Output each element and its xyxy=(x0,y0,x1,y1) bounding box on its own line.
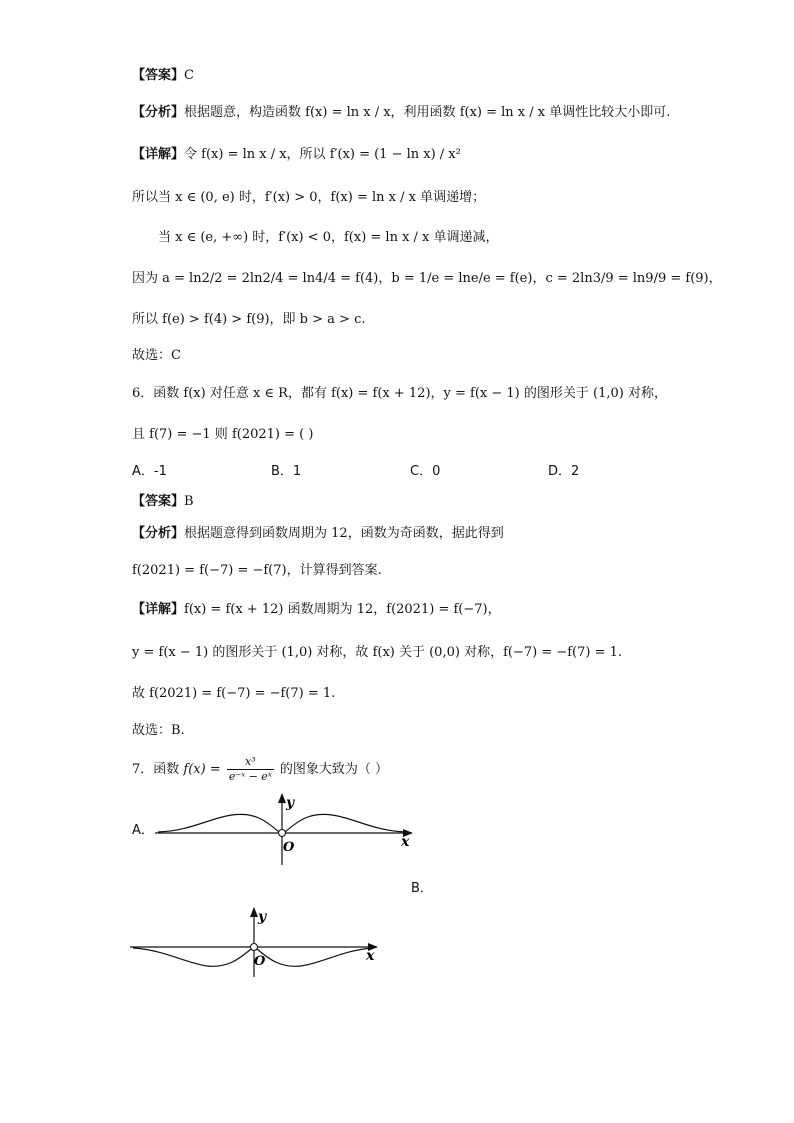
q5-analysis xyxy=(132,103,670,123)
q6-analysis-line1 xyxy=(132,524,504,544)
answer-value: B xyxy=(184,494,194,509)
q5-detail-line4: 因为 a = ln2/2 = 2ln2/4 = ln4/4 = f(4)，b = 1/e = lne/e = f(e)，c = 2ln3/9 = ln9/9 = f(9)， xyxy=(132,271,722,286)
q5-detail-line5: 所以 f(e) > f(4) > f(9)，即 b > a > c. xyxy=(132,312,366,327)
q6-option-c: C．0 xyxy=(410,464,441,479)
q6-detail-line1 xyxy=(132,600,501,620)
axis-label-y: y xyxy=(286,795,295,811)
origin-hole xyxy=(279,830,286,837)
q6-option-b: B．1 xyxy=(271,464,302,479)
origin-hole xyxy=(251,944,258,951)
detail-text: 令 f(x) = ln x / x，所以 f′(x) = (1 − ln x) / x² xyxy=(184,147,461,162)
q6-detail-line3: 故 f(2021) = f(−7) = −f(7) = 1. xyxy=(132,686,336,701)
q7-option-b-label: B． xyxy=(411,881,433,896)
q7-fraction xyxy=(227,755,274,784)
q7-numerator: x³ xyxy=(227,755,274,770)
q6-option-d: D．2 xyxy=(548,464,580,479)
curve-left xyxy=(158,814,279,832)
curve-right xyxy=(285,814,406,832)
q5-detail-line1 xyxy=(132,145,461,165)
q6-detail-line2: y = f(x − 1) 的图形关于 (1,0) 对称，故 f(x) 关于 (0,0) 对称，f(−7) = −f(7) = 1. xyxy=(132,645,623,660)
detail-tag: 【详解】 xyxy=(132,602,185,617)
q6-answer xyxy=(132,492,194,512)
curve-right xyxy=(257,948,373,966)
q6-stem-line2: 且 f(7) = −1 则 f(2021) = ( ) xyxy=(132,427,314,442)
q6-analysis-line2: f(2021) = f(−7) = −f(7)，计算得到答案. xyxy=(132,563,382,578)
q7-option-a-label: A． xyxy=(132,823,154,838)
answer-tag: 【答案】 xyxy=(132,68,185,83)
analysis-tag: 【分析】 xyxy=(132,105,185,120)
analysis-text: 根据题意，构造函数 f(x) = ln x / x，利用函数 f(x) = ln x / x 单调性比较大小即可. xyxy=(184,105,671,120)
axis-label-origin: O xyxy=(254,954,266,969)
answer-value: C xyxy=(184,68,194,83)
q7-stem-prefix: 7．函数 xyxy=(132,762,180,777)
q7-stem xyxy=(132,752,388,788)
answer-tag: 【答案】 xyxy=(132,494,185,509)
q7-stem-suffix: 的图象大致为（ ） xyxy=(279,762,389,777)
q5-answer xyxy=(132,66,194,86)
q7-func-lhs: f(x) = xyxy=(183,762,221,777)
axis-label-x: x xyxy=(401,834,410,850)
q5-detail-line3: 当 x ∈ (e, +∞) 时，f′(x) < 0，f(x) = ln x / x 单调递减， xyxy=(158,230,499,245)
graph-a xyxy=(150,790,420,870)
detail-tag: 【详解】 xyxy=(132,147,185,162)
analysis-tag: 【分析】 xyxy=(132,526,185,541)
q5-detail-line2: 所以当 x ∈ (0, e) 时，f′(x) > 0，f(x) = ln x / x 单调递增； xyxy=(132,190,486,205)
q5-choice: 故选：C xyxy=(132,348,181,363)
analysis-text: 根据题意得到函数周期为 12，函数为奇函数，据此得到 xyxy=(184,526,504,541)
q7-denominator: e⁻ˣ − eˣ xyxy=(228,770,272,783)
detail-text: f(x) = f(x + 12) 函数周期为 12，f(2021) = f(−7)， xyxy=(184,602,501,617)
axis-label-x: x xyxy=(366,948,375,964)
axis-label-y: y xyxy=(258,909,267,925)
q6-choice: 故选：B. xyxy=(132,723,185,738)
graph-b xyxy=(125,905,395,985)
curve-left xyxy=(133,948,251,966)
q6-option-a: A．-1 xyxy=(132,464,167,479)
axis-label-origin: O xyxy=(283,840,295,855)
q6-stem-line1: 6．函数 f(x) 对任意 x ∈ R，都有 f(x) = f(x + 12)，y = f(x − 1) 的图形关于 (1,0) 对称， xyxy=(132,386,667,401)
